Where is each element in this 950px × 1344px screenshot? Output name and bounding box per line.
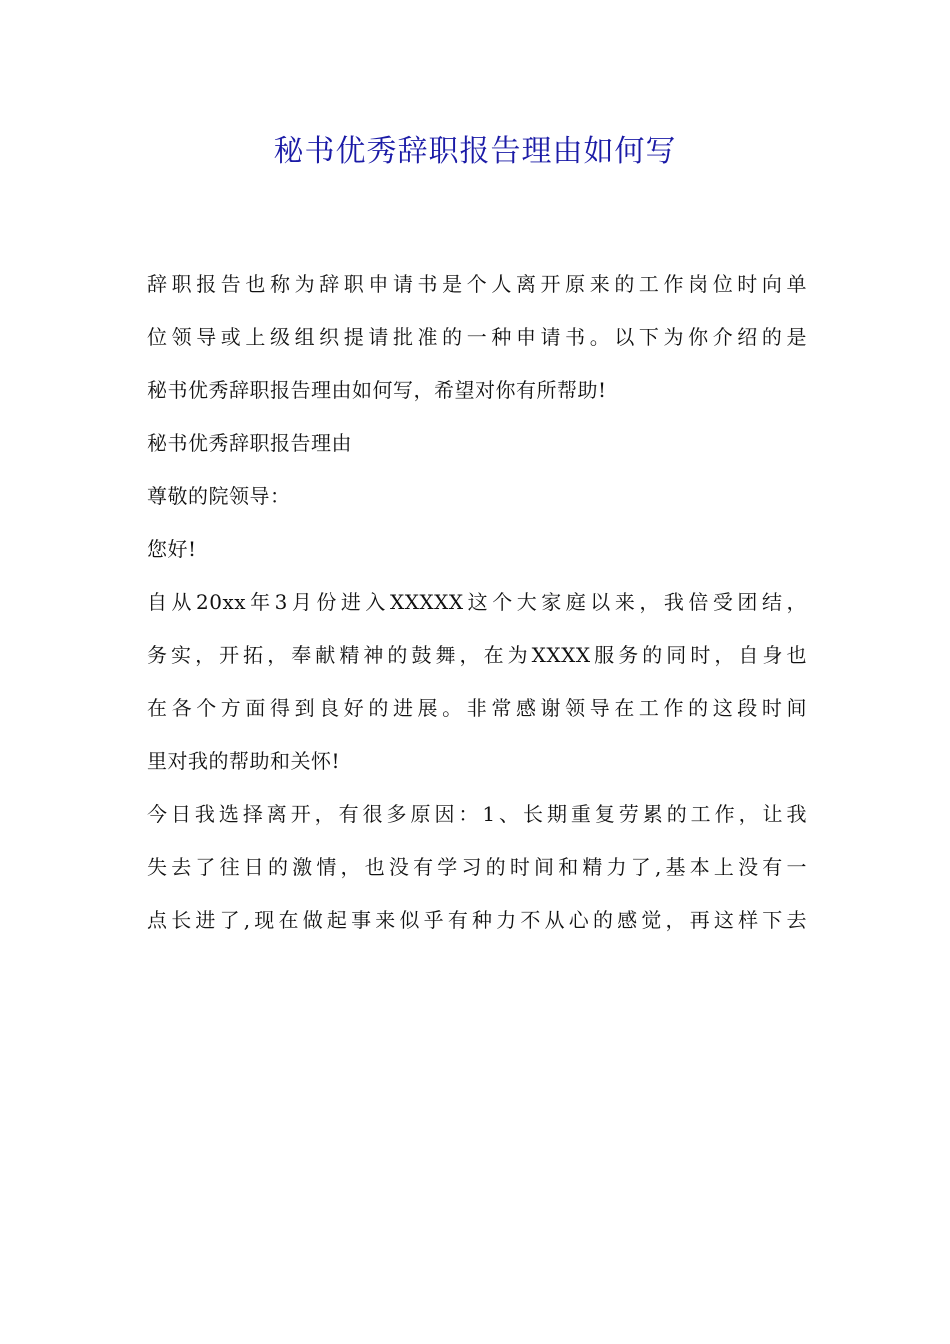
body-line: 自从20xx年3月份进入XXXXX这个大家庭以来，我倍受团结，	[147, 590, 807, 614]
document-title: 秘书优秀辞职报告理由如何写	[273, 134, 677, 169]
body-line: 秘书优秀辞职报告理由如何写，希望对你有所帮助!	[147, 378, 607, 402]
greeting: 您好!	[147, 537, 197, 561]
section-heading: 秘书优秀辞职报告理由	[147, 431, 352, 455]
body-line: 务实，开拓，奉献精神的鼓舞，在为XXXX服务的同时，自身也	[147, 643, 807, 667]
body-line: 位领导或上级组织提请批准的一种申请书。以下为你介绍的是	[147, 325, 807, 349]
document-body	[147, 264, 807, 953]
body-line: 辞职报告也称为辞职申请书是个人离开原来的工作岗位时向单	[147, 272, 807, 296]
body-line: 失去了往日的激情，也没有学习的时间和精力了,基本上没有一	[147, 855, 807, 879]
body-line: 点长进了,现在做起事来似乎有种力不从心的感觉，再这样下去	[147, 908, 807, 932]
salutation: 尊敬的院领导：	[147, 484, 291, 508]
body-line: 里对我的帮助和关怀!	[147, 749, 341, 773]
body-line: 在各个方面得到良好的进展。非常感谢领导在工作的这段时间	[147, 696, 807, 720]
body-line: 今日我选择离开，有很多原因：1、长期重复劳累的工作，让我	[147, 802, 807, 826]
